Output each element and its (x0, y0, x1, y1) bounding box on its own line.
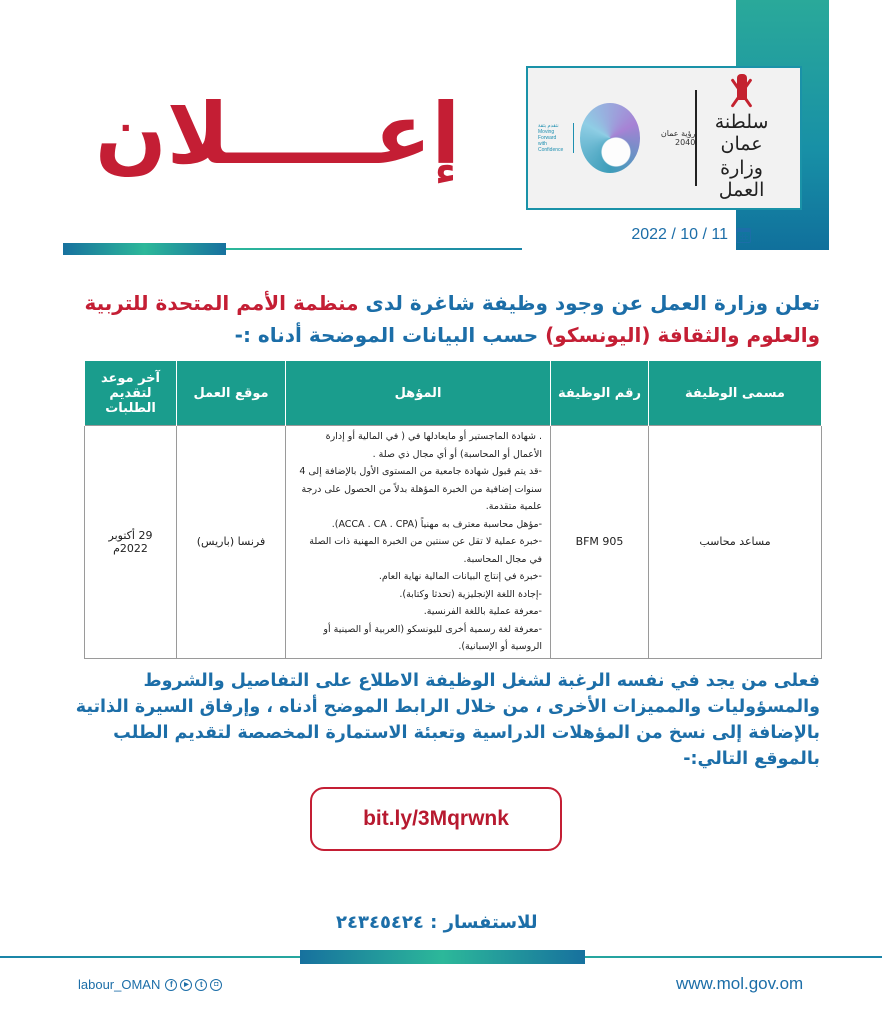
cell-deadline: 29 أكتوبر 2022م (85, 426, 177, 659)
page-title: إعـــــلان (95, 85, 461, 183)
website-link[interactable]: www.mol.gov.om (676, 974, 804, 993)
qualification-item: . شهادة الماجستير أو مايعادلها في ( في المالية أو إدارة الأعمال أو المحاسبة) أو أي مجال ذي صلة . (325, 431, 542, 460)
footer-divider-bar (300, 950, 585, 964)
instagram-icon[interactable]: ◘ (210, 979, 222, 991)
cell-work-location: فرنسا (باريس) (177, 426, 286, 659)
vision-swirl-icon (580, 103, 640, 173)
social-handle[interactable]: labour_OMAN (78, 977, 161, 992)
inquiry-phone: للاستفسار : ٢٤٣٤٥٤٢٤ (336, 912, 538, 933)
header-job-title: مسمى الوظيفة (649, 361, 822, 426)
ministry-name-line2: وزارة العمل (718, 157, 765, 201)
header-job-number: رقم الوظيفة (551, 361, 649, 426)
intro-paragraph: تعلن وزارة العمل عن وجود وظيفة شاغرة لدى منظمة الأمم المتحدة للتربية والعلوم والثقافة (اليونسكو) حسب البيانات الموضحة أدناه :- (84, 291, 820, 347)
ministry-logo (697, 74, 786, 201)
qualification-item: -قد يتم قبول شهادة جامعية من المستوى الأول بالإضافة إلى 4 سنوات إضافية من الخبرة المؤهلة بدلاً من الحصول على درجة علمية متقدمة. (299, 466, 542, 512)
cell-job-number: BFM 905 (551, 426, 649, 659)
date-text: 2022 / 10 / 11 (631, 226, 728, 243)
qualification-item: -خبرة في إنتاج البيانات المالية نهاية العام. (378, 571, 542, 582)
qualification-item: -خبرة عملية لا تقل عن سنتين من الخبرة المهنية ذات الصلة في مجال المحاسبة. (309, 536, 542, 565)
application-link-button[interactable] (310, 787, 562, 851)
header-deadline: آخر موعد لتقديم الطلبات (85, 361, 177, 426)
instructions-paragraph: فعلى من يجد في نفسه الرغبة لشغل الوظيفة الاطلاع على التفاصيل والشروط والمسؤوليات والمميزات الأخرى ، من خلال الرابط الموضح أدناه ، وإرفاق السيرة الذاتية بالإضافة إلى نسخ من المؤهلات الدراسية وتعبئة الاستمارة المخصصة لتقديم الطلب بالموقع التالي:- (75, 671, 820, 769)
calendar-icon (736, 228, 751, 243)
qualification-item: -إجادة اللغة الإنجليزية (تحدثا وكتابة). (399, 588, 542, 600)
vision-tagline: نتقدم بثقة Moving Forward with Confidence (538, 123, 574, 153)
vision-label: رؤية عمان 2040 (660, 129, 696, 147)
twitter-icon[interactable]: t (195, 979, 207, 991)
youtube-icon[interactable]: ▶ (180, 979, 192, 991)
title-underline-bar (63, 243, 226, 255)
table-row (85, 426, 822, 659)
title-underline-line (226, 248, 522, 250)
vacancy-table (84, 361, 822, 659)
social-links (78, 977, 222, 992)
oman-vision-2040-logo (538, 103, 695, 173)
facebook-icon[interactable]: f (165, 979, 177, 991)
table-header-row (85, 361, 822, 426)
organization-name: منظمة الأمم المتحدة للتربية والعلوم والثقافة (اليونسكو) (84, 291, 820, 347)
announcement-date (631, 226, 751, 244)
qualification-item: -مؤهل محاسبة معترف به مهنياً (ACCA . CA . CPA). (331, 518, 542, 530)
logo-panel (526, 66, 802, 210)
cell-qualifications (286, 426, 551, 659)
header-qualification: المؤهل (286, 361, 551, 426)
application-link[interactable]: bit.ly/3Mqrwnk (363, 807, 509, 830)
national-emblem-icon (722, 74, 762, 110)
ministry-name-line1: سلطنة عمان (714, 111, 769, 156)
qualification-item: -معرفة عملية باللغة الفرنسية. (423, 606, 542, 617)
header-work-location: موقع العمل (177, 361, 286, 426)
qualification-item: -معرفة لغة رسمية أخرى لليونسكو (العربية أو الصينية أو الروسية أو الإسبانية). (323, 623, 542, 652)
cell-job-title: مساعد محاسب (649, 426, 822, 659)
